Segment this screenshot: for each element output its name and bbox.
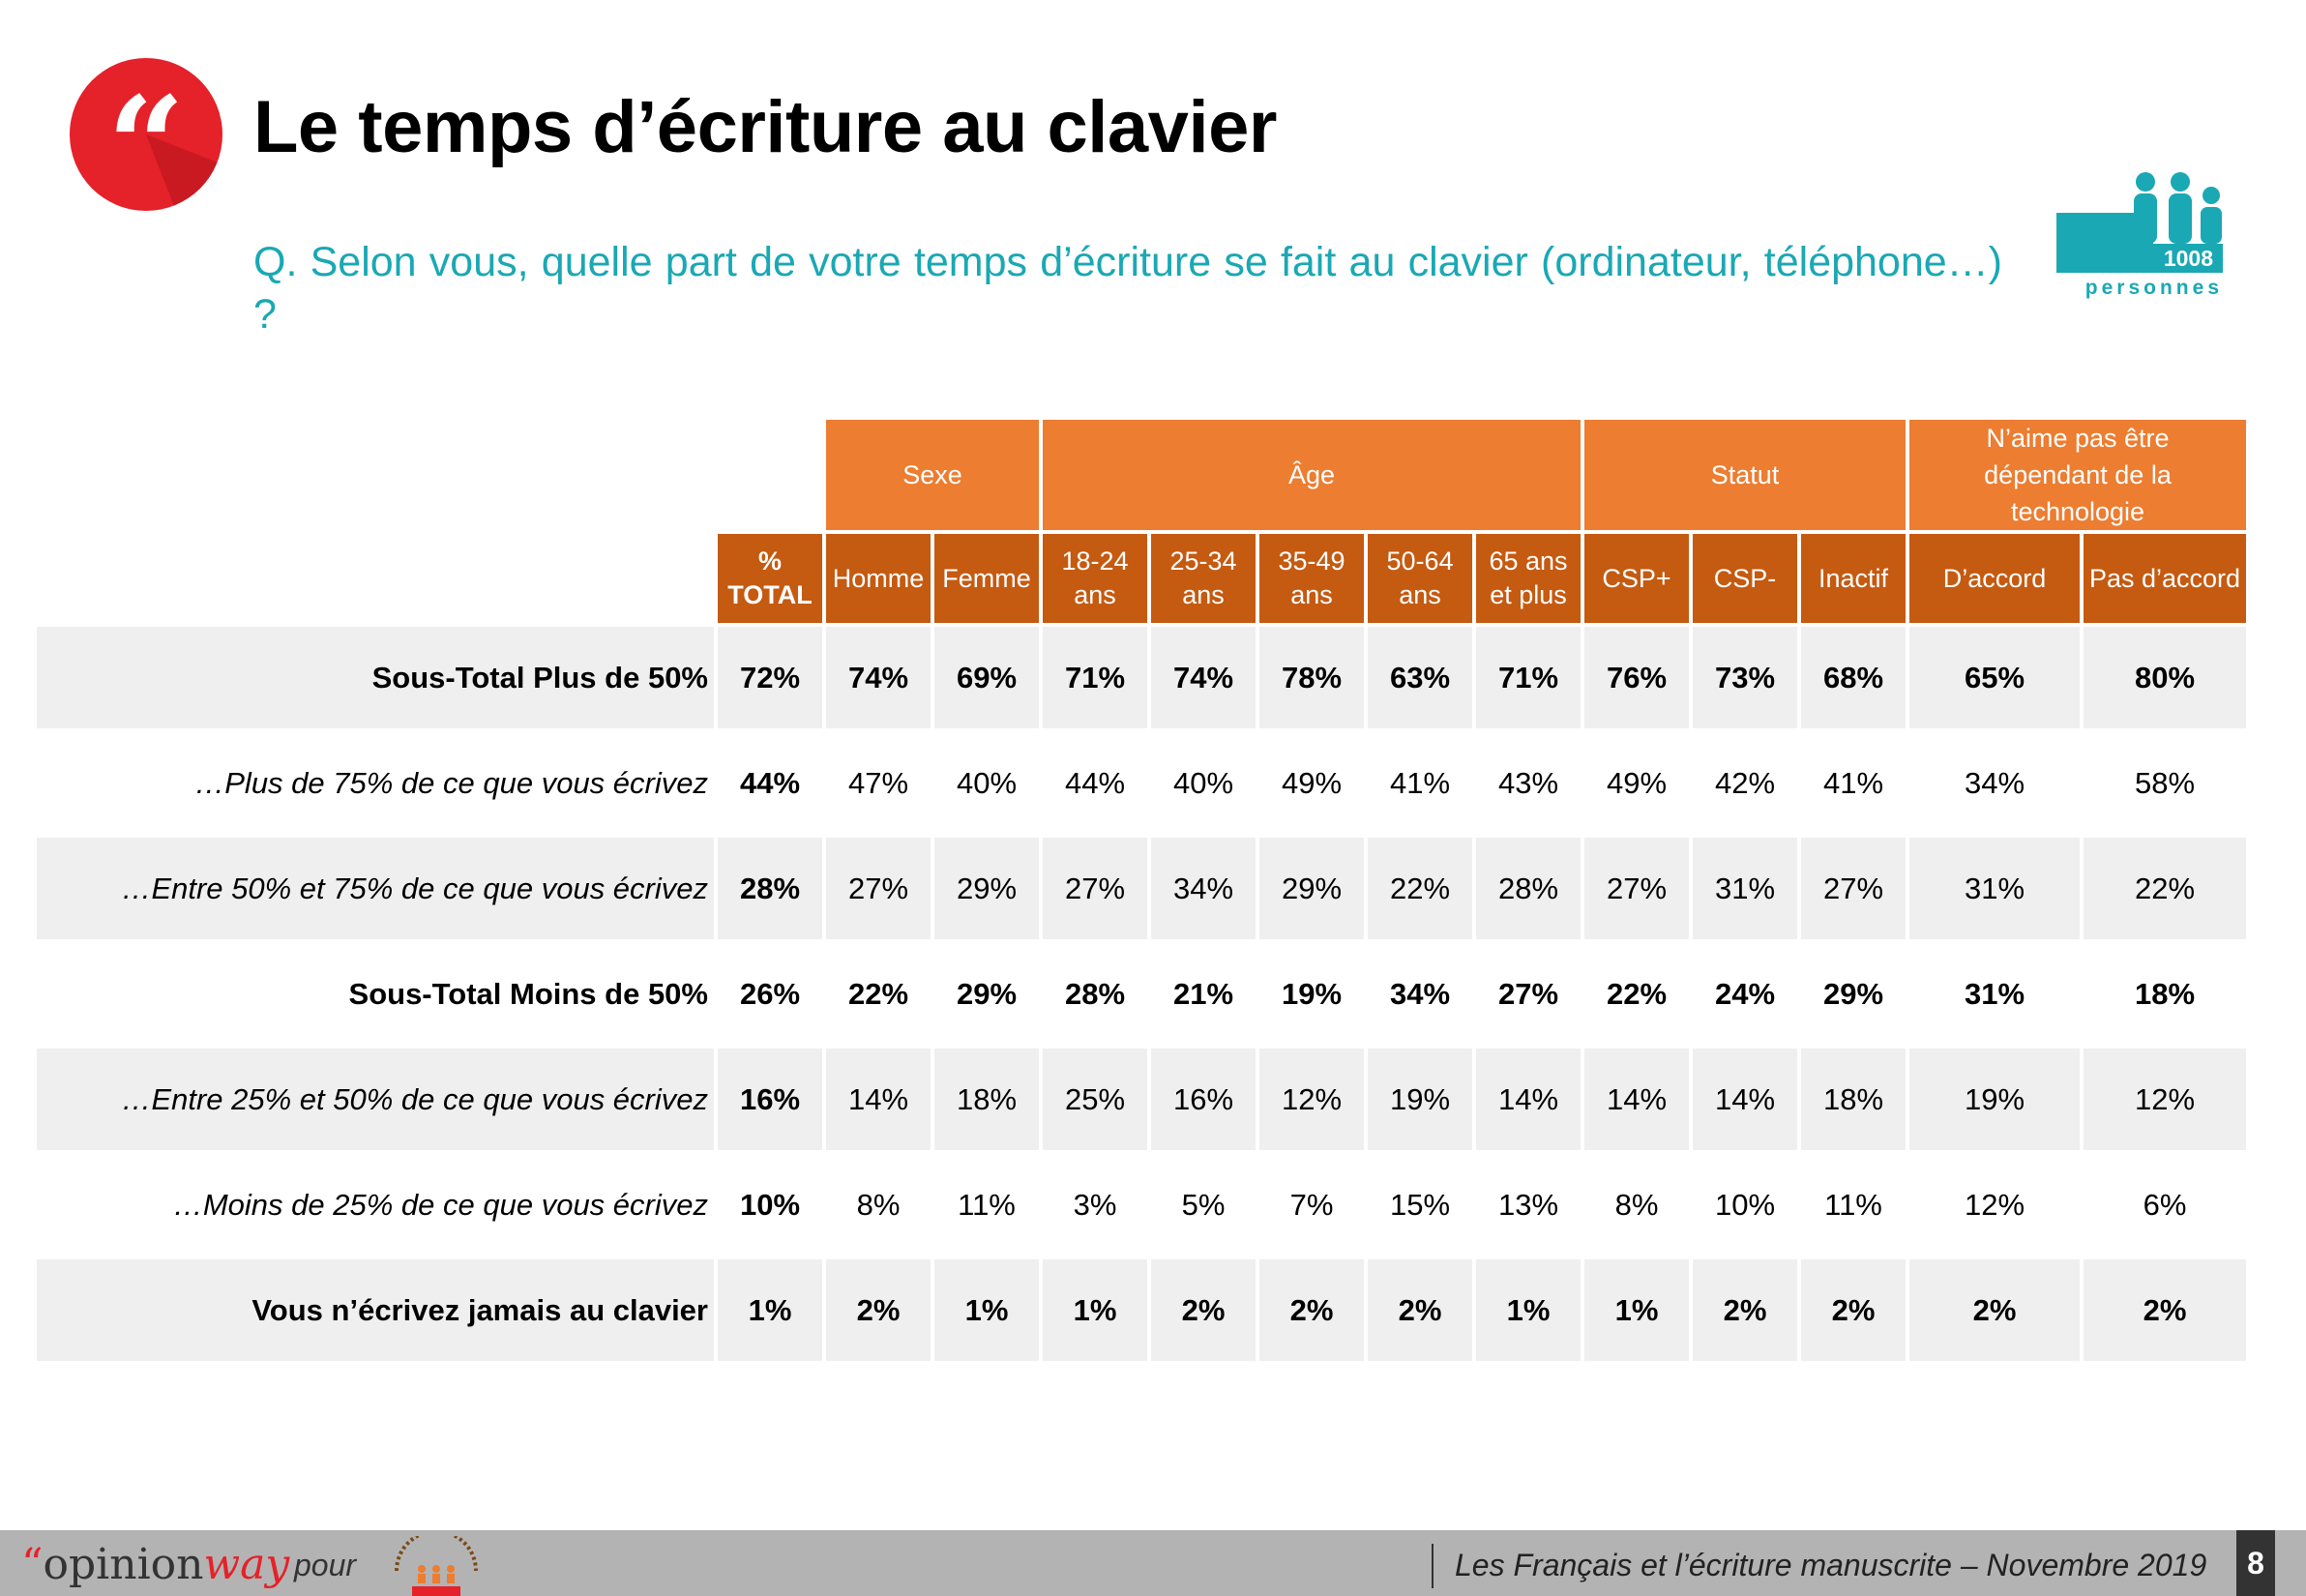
- table-body: [37, 627, 2246, 1361]
- study-title: Les Français et l’écriture manuscrite – Novembre 2019: [1455, 1548, 2207, 1582]
- value-cell: 2%: [1909, 1259, 2080, 1361]
- value-cell: 19%: [1909, 1049, 2080, 1150]
- value-cell: 40%: [956, 765, 1018, 800]
- total-cell: 10%: [739, 1187, 801, 1222]
- value-cell: 14%: [1693, 1049, 1797, 1150]
- value-cell: 44%: [1064, 765, 1126, 800]
- value-cell: 63%: [1368, 627, 1472, 728]
- value-cell: 27%: [1043, 838, 1147, 939]
- value-cell: 22%: [847, 976, 909, 1011]
- subheader-cell: 18-24 ans: [1043, 534, 1147, 623]
- total-cell: 26%: [739, 976, 801, 1011]
- row-label: Sous-Total Plus de 50%: [37, 627, 714, 728]
- value-cell: 18%: [2134, 976, 2196, 1011]
- value-cell: 43%: [1497, 765, 1559, 800]
- value-cell: 14%: [1476, 1049, 1581, 1150]
- footer-pour: pour: [294, 1548, 357, 1582]
- results-table: [33, 416, 2250, 1365]
- value-cell: 16%: [1151, 1049, 1256, 1150]
- partner-charter-logo: [383, 1536, 489, 1596]
- value-cell: 2%: [1259, 1259, 1364, 1361]
- row-label: …Moins de 25% de ce que vous écrivez: [172, 1187, 708, 1222]
- group-header-age: Âge: [1043, 420, 1581, 530]
- corner-cell: [37, 534, 714, 623]
- group-header-technologie: N’aime pas être dépendant de la technologie: [1909, 420, 2246, 530]
- people-group-icon: [2056, 170, 2229, 248]
- row-label: …Plus de 75% de ce que vous écrivez: [194, 765, 708, 800]
- value-cell: 41%: [1389, 765, 1451, 800]
- value-cell: 11%: [1824, 1187, 1882, 1222]
- footer-divider: [1432, 1544, 1434, 1588]
- value-cell: 27%: [1584, 838, 1689, 939]
- value-cell: 28%: [1476, 838, 1581, 939]
- table-row: [37, 732, 2246, 834]
- value-cell: 18%: [1801, 1049, 1906, 1150]
- quote-badge: [70, 58, 222, 211]
- quote-mark-icon: “: [106, 68, 186, 211]
- subheader-cell: D’accord: [1909, 534, 2080, 623]
- total-cell: 28%: [718, 838, 822, 939]
- value-cell: 29%: [1259, 838, 1364, 939]
- value-cell: 2%: [1151, 1259, 1256, 1361]
- row-label: Sous-Total Moins de 50%: [348, 976, 708, 1011]
- value-cell: 5%: [1181, 1187, 1226, 1222]
- value-cell: 19%: [1281, 976, 1343, 1011]
- value-cell: 34%: [1389, 976, 1451, 1011]
- table-row: [37, 627, 2246, 728]
- footer-bar: [0, 1530, 2306, 1596]
- value-cell: 27%: [826, 838, 931, 939]
- value-cell: 14%: [1584, 1049, 1689, 1150]
- value-cell: 34%: [1151, 838, 1256, 939]
- value-cell: 74%: [826, 627, 931, 728]
- subheader-cell: CSP+: [1584, 534, 1689, 623]
- subheader-cell: 35-49 ans: [1259, 534, 1364, 623]
- value-cell: 58%: [2134, 765, 2196, 800]
- value-cell: 31%: [1693, 838, 1797, 939]
- value-cell: 11%: [958, 1187, 1016, 1222]
- subheader-cell: Inactif: [1801, 534, 1906, 623]
- value-cell: 12%: [2084, 1049, 2246, 1150]
- value-cell: 78%: [1259, 627, 1364, 728]
- sample-label: personnes: [2084, 277, 2223, 299]
- table-row: [37, 1259, 2246, 1361]
- group-header-sexe: Sexe: [826, 420, 1039, 530]
- value-cell: 22%: [1606, 976, 1668, 1011]
- value-cell: 2%: [1693, 1259, 1797, 1361]
- row-label: Vous n’écrivez jamais au clavier: [37, 1259, 714, 1361]
- value-cell: 73%: [1693, 627, 1797, 728]
- row-label: …Entre 50% et 75% de ce que vous écrivez: [37, 838, 714, 939]
- value-cell: 10%: [1714, 1187, 1776, 1222]
- subheader-cell: 65 ans et plus: [1476, 534, 1581, 623]
- value-cell: 29%: [934, 838, 1039, 939]
- value-cell: 68%: [1801, 627, 1906, 728]
- value-cell: 76%: [1584, 627, 1689, 728]
- page-title: Le temps d’écriture au clavier: [253, 86, 1277, 168]
- value-cell: 8%: [1614, 1187, 1659, 1222]
- value-cell: 24%: [1714, 976, 1776, 1011]
- value-cell: 34%: [1964, 765, 2025, 800]
- value-cell: 49%: [1281, 765, 1343, 800]
- value-cell: 31%: [1964, 976, 2025, 1011]
- value-cell: 25%: [1043, 1049, 1147, 1150]
- subheader-row: [37, 534, 2246, 623]
- page-number: 8: [2236, 1530, 2275, 1596]
- opinionway-logo: “opinionway: [21, 1540, 290, 1589]
- value-cell: 3%: [1073, 1187, 1117, 1222]
- value-cell: 65%: [1909, 627, 2080, 728]
- value-cell: 12%: [1964, 1187, 2025, 1222]
- value-cell: 19%: [1368, 1049, 1472, 1150]
- total-cell: 16%: [718, 1049, 822, 1150]
- value-cell: 31%: [1909, 838, 2080, 939]
- row-label: …Entre 25% et 50% de ce que vous écrivez: [37, 1049, 714, 1150]
- subheader-total: % TOTAL: [718, 534, 822, 623]
- value-cell: 71%: [1043, 627, 1147, 728]
- value-cell: 74%: [1151, 627, 1256, 728]
- value-cell: 12%: [1259, 1049, 1364, 1150]
- value-cell: 2%: [2084, 1259, 2246, 1361]
- survey-question: Q. Selon vous, quelle part de votre temps d’écriture se fait au clavier (ordinateur, téléphone…) ?: [253, 239, 2002, 338]
- value-cell: 1%: [1476, 1259, 1581, 1361]
- value-cell: 2%: [1368, 1259, 1472, 1361]
- value-cell: 1%: [1584, 1259, 1689, 1361]
- value-cell: 22%: [1368, 838, 1472, 939]
- value-cell: 2%: [1801, 1259, 1906, 1361]
- sample-size-badge: [2056, 170, 2229, 306]
- total-cell: 72%: [718, 627, 822, 728]
- subheader-cell: CSP-: [1693, 534, 1797, 623]
- value-cell: 49%: [1606, 765, 1668, 800]
- subheader-cell: 50-64 ans: [1368, 534, 1472, 623]
- value-cell: 1%: [1043, 1259, 1147, 1361]
- subheader-cell: 25-34 ans: [1151, 534, 1256, 623]
- value-cell: 28%: [1064, 976, 1126, 1011]
- value-cell: 13%: [1497, 1187, 1559, 1222]
- value-cell: 8%: [856, 1187, 901, 1222]
- value-cell: 22%: [2084, 838, 2246, 939]
- total-cell: 44%: [739, 765, 801, 800]
- value-cell: 40%: [1172, 765, 1234, 800]
- total-cell: 1%: [718, 1259, 822, 1361]
- value-cell: 47%: [847, 765, 909, 800]
- value-cell: 42%: [1714, 765, 1776, 800]
- value-cell: 2%: [826, 1259, 931, 1361]
- value-cell: 69%: [934, 627, 1039, 728]
- value-cell: 14%: [826, 1049, 931, 1150]
- total-group-blank: [718, 420, 822, 530]
- group-header-statut: Statut: [1584, 420, 1906, 530]
- value-cell: 41%: [1822, 765, 1884, 800]
- value-cell: 7%: [1289, 1187, 1334, 1222]
- table-row: [37, 943, 2246, 1045]
- value-cell: 71%: [1476, 627, 1581, 728]
- value-cell: 27%: [1497, 976, 1559, 1011]
- table-row: [37, 838, 2246, 939]
- subheader-cell: Homme: [826, 534, 931, 623]
- value-cell: 29%: [956, 976, 1018, 1011]
- value-cell: 6%: [2143, 1187, 2187, 1222]
- sample-count: 1008: [2056, 244, 2223, 273]
- value-cell: 1%: [934, 1259, 1039, 1361]
- value-cell: 15%: [1389, 1187, 1451, 1222]
- subheader-cell: Femme: [934, 534, 1039, 623]
- value-cell: 29%: [1822, 976, 1884, 1011]
- corner-cell: [37, 420, 714, 530]
- table-row: [37, 1049, 2246, 1150]
- value-cell: 80%: [2084, 627, 2246, 728]
- table-row: [37, 1154, 2246, 1256]
- value-cell: 21%: [1172, 976, 1234, 1011]
- value-cell: 18%: [934, 1049, 1039, 1150]
- value-cell: 27%: [1801, 838, 1906, 939]
- subheader-cell: Pas d’accord: [2084, 534, 2246, 623]
